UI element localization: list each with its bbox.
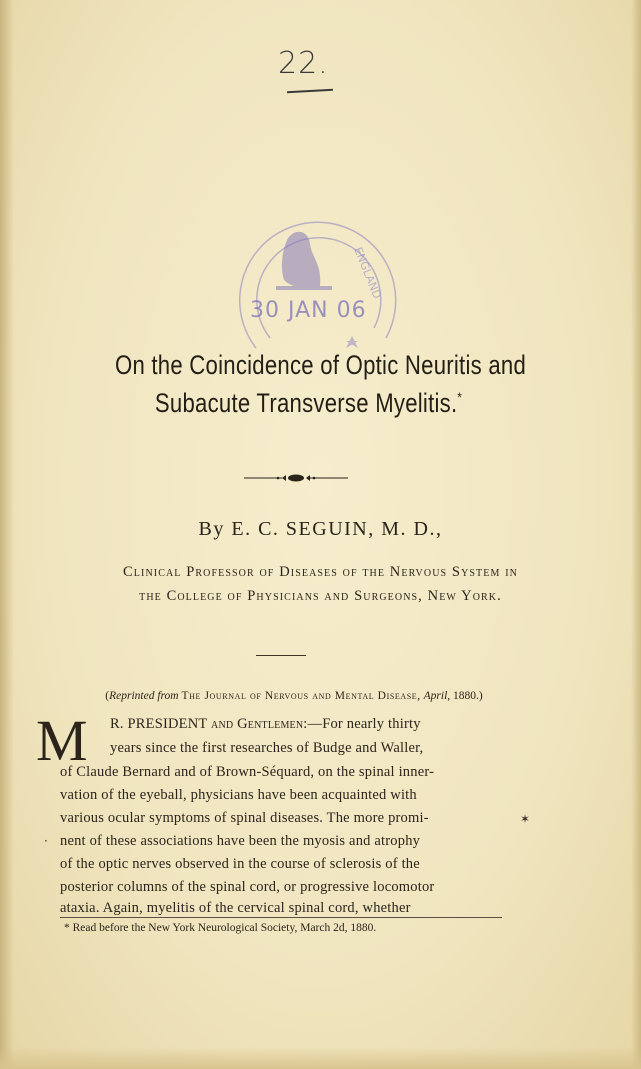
author-byline: By E. C. SEGUIN, M. D., (198, 518, 443, 540)
ornament-divider (244, 472, 348, 484)
body-line-lead: R. PRESIDENT (110, 716, 208, 732)
section-rule (256, 655, 306, 656)
footnote: * Read before the New York Neurological Society, March 2d, 1880. (64, 922, 377, 934)
reprint-prefix: Reprinted from (109, 690, 179, 702)
footnote-rule (60, 917, 502, 918)
margin-mark-right: ✶ (520, 812, 531, 826)
drop-cap: M (36, 708, 88, 773)
page-edge-bottom (0, 1047, 641, 1069)
title-line-2-text: Subacute Transverse Myelitis. (154, 388, 458, 418)
reprint-date: April, (423, 690, 451, 702)
article-title-line-2 (46, 388, 572, 419)
author-affiliation-line-1: Clinical Professor of Diseases of the Nervous System in (123, 564, 518, 580)
body-line: of the optic nerves observed in the course of sclerosis of the (60, 856, 420, 872)
body-line-smallcaps: and Gentlemen (211, 716, 304, 732)
handwritten-page-number: 22. (278, 46, 329, 81)
reprint-journal: The Journal of Nervous and Mental Disease, (181, 690, 421, 702)
body-line: posterior columns of the spinal cord, or progressive locomotor (60, 879, 435, 895)
reprint-year: 1880.) (453, 690, 483, 702)
body-line: ataxia. Again, myelitis of the cervical spinal cord, whether (60, 900, 411, 916)
body-line: years since the first researches of Budge and Waller, (110, 740, 424, 756)
reprint-open-paren: ( (105, 690, 110, 702)
body-line: of Claude Bernard and of Brown-Séquard, on the spinal inner- (60, 764, 435, 780)
body-line-rest: :—For nearly thirty (303, 716, 421, 732)
reprint-notice (64, 690, 524, 702)
margin-mark-left: · (44, 834, 48, 848)
body-line: vation of the eyeball, physicians have been acquainted with (60, 787, 417, 803)
body-line: nent of these associations have been the myosis and atrophy (60, 833, 421, 849)
stamp-date: 30 JAN 06 (250, 298, 367, 323)
handwritten-underline (287, 89, 333, 93)
stamp-arc-text: ENGLAND (351, 245, 384, 301)
article-title-line-1: On the Coincidence of Optic Neuritis and (114, 350, 527, 380)
author-affiliation-line-2: the College of Physicians and Surgeons, New York. (139, 588, 502, 604)
body-line: various ocular symptoms of spinal diseases. The more promi- (60, 810, 429, 826)
body-line (110, 716, 502, 733)
title-footnote-mark: * (457, 389, 463, 405)
